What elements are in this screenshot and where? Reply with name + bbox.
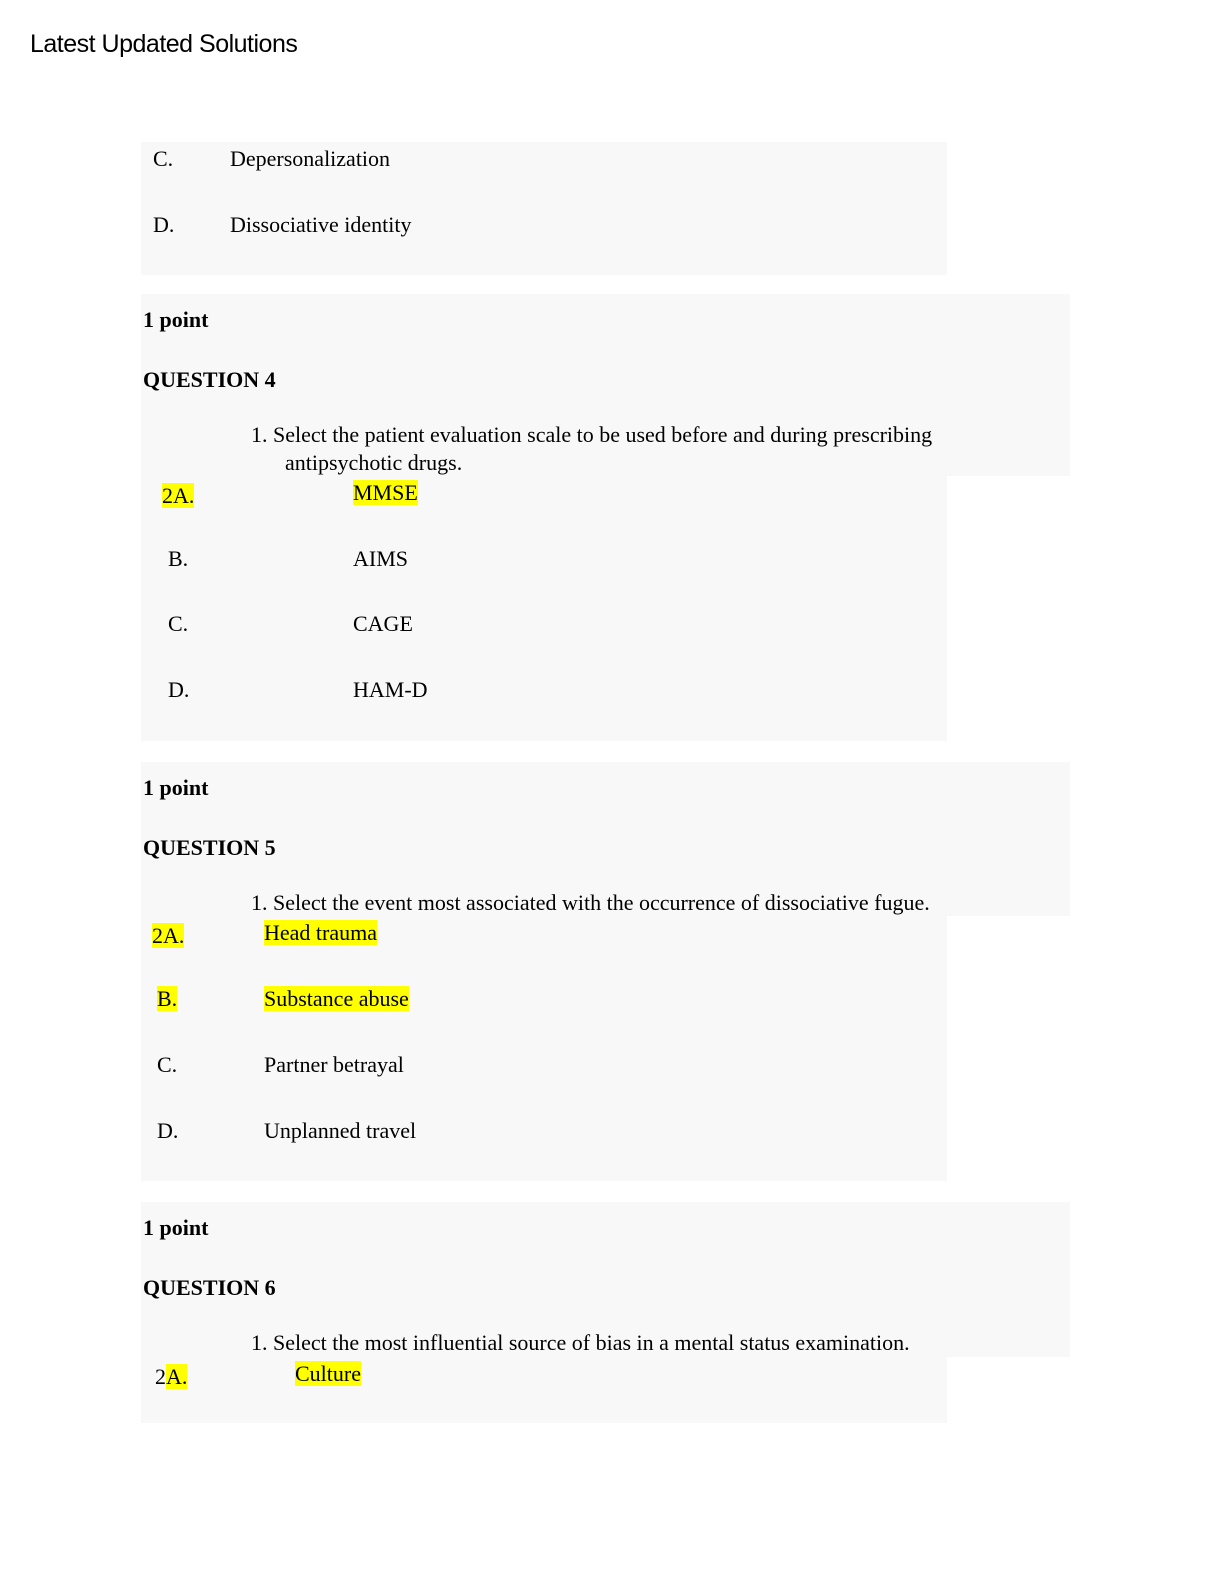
answer-highlight: Head trauma xyxy=(264,920,377,945)
q5-options-panel xyxy=(141,916,947,1181)
q5-option-c-text[interactable]: Partner betrayal xyxy=(264,1052,404,1077)
q3-option-c-letter: C. xyxy=(153,146,174,171)
q4-option-c-text[interactable]: CAGE xyxy=(353,611,413,636)
q4-prompt-line1: 1. Select the patient evaluation scale to be used before and during prescribing xyxy=(251,422,933,447)
answer-highlight: 2A. xyxy=(162,483,195,508)
q5-option-c-letter[interactable]: C. xyxy=(157,1052,178,1077)
q5-option-b-letter[interactable] xyxy=(157,986,177,1012)
q5-option-d-text[interactable]: Unplanned travel xyxy=(264,1118,417,1143)
q4-option-c-letter[interactable]: C. xyxy=(168,611,189,636)
page-header-title: Latest Updated Solutions xyxy=(30,30,298,58)
q4-option-a-letter[interactable] xyxy=(162,483,194,509)
answer-highlight: A. xyxy=(166,1364,188,1389)
q4-option-b-text[interactable]: AIMS xyxy=(353,546,409,571)
q4-prompt-line2: antipsychotic drugs. xyxy=(285,450,463,475)
q6-option-a-letter[interactable] xyxy=(155,1364,187,1390)
answer-highlight: MMSE xyxy=(353,480,418,505)
answer-highlight: B. xyxy=(157,986,178,1011)
q4-title: QUESTION 4 xyxy=(143,367,276,392)
q6-options-panel xyxy=(141,1357,947,1423)
answer-highlight: Substance abuse xyxy=(264,986,409,1011)
q6-prompt-line1: 1. Select the most influential source of bias in a mental status examination. xyxy=(251,1330,910,1355)
answer-highlight: Culture xyxy=(295,1361,361,1386)
q5-option-a-text[interactable] xyxy=(264,920,377,946)
q4-option-a-text[interactable] xyxy=(353,480,418,506)
q6-option-a-prefix: 2 xyxy=(155,1364,166,1389)
q5-title: QUESTION 5 xyxy=(143,835,276,860)
q3-option-d-letter: D. xyxy=(153,212,175,237)
q4-options-panel xyxy=(141,476,947,741)
q4-header-panel xyxy=(141,294,1070,476)
q5-points: 1 point xyxy=(143,775,209,800)
q6-option-a-text[interactable] xyxy=(295,1361,361,1387)
answer-highlight: 2A. xyxy=(152,923,185,948)
q3-option-d-text: Dissociative identity xyxy=(230,212,412,237)
q5-option-a-letter[interactable] xyxy=(152,923,184,949)
q5-option-d-letter[interactable]: D. xyxy=(157,1118,179,1143)
q4-option-d-letter[interactable]: D. xyxy=(168,677,190,702)
q6-points: 1 point xyxy=(143,1215,209,1240)
q3-option-c-text: Depersonalization xyxy=(230,146,391,171)
q5-option-b-text[interactable] xyxy=(264,986,409,1012)
q6-title: QUESTION 6 xyxy=(143,1275,276,1300)
q4-points: 1 point xyxy=(143,307,209,332)
q4-option-d-text[interactable]: HAM-D xyxy=(353,677,428,702)
q5-prompt-line1: 1. Select the event most associated with the occurrence of dissociative fugue. xyxy=(251,890,930,915)
q4-option-b-letter[interactable]: B. xyxy=(168,546,189,571)
